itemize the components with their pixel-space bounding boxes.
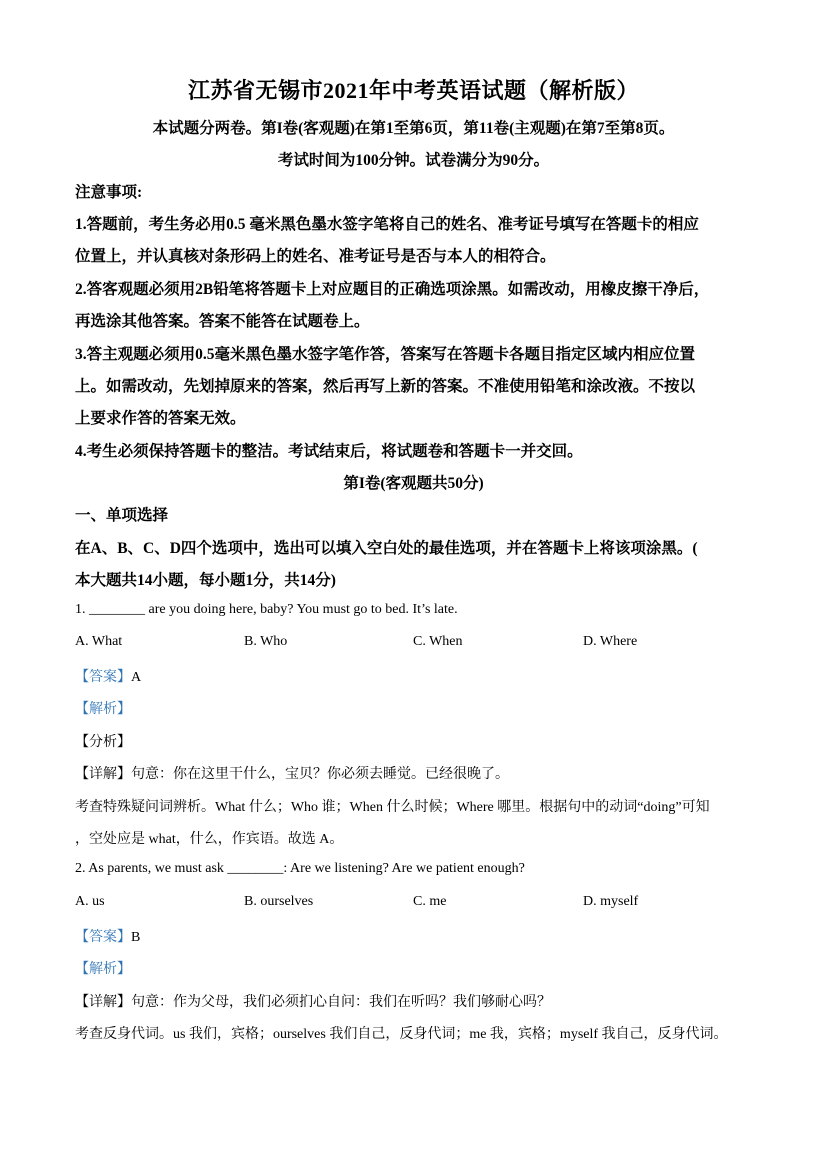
- question-2-option-a: A. us: [75, 894, 105, 909]
- question-1-answer: [75, 666, 141, 686]
- section-instructions: 在A、B、C、D四个选项中，选出可以填入空白处的最佳选项，并在答题卡上将该项涂黑。(: [75, 540, 698, 557]
- answer-label: 【答案】: [75, 670, 131, 685]
- question-2-analysis-label: 【解析】: [75, 962, 131, 977]
- question-2-option-d: D. myself: [583, 894, 639, 909]
- notice-line: 1.答题前，考生务必用0.5 毫米黑色墨水签字笔将自己的姓名、准考证号填写在答题卡的相应: [75, 216, 699, 233]
- notice-line: 3.答主观题必须用0.5毫米黑色墨水签字笔作答，答案写在答题卡各题目指定区域内相应位置: [75, 346, 696, 363]
- question-2-detail: 【详解】句意：作为父母，我们必须扪心自问：我们在听吗？我们够耐心吗？: [75, 995, 551, 1010]
- notice-line: 上要求作答的答案无效。: [75, 410, 246, 427]
- notice-line: 再选涂其他答案。答案不能答在试题卷上。: [75, 313, 370, 330]
- question-1-fenxi: 【分析】: [75, 735, 131, 750]
- question-2-stem: 2. As parents, we must ask ________: Are we listening? Are we patient enough?: [75, 861, 525, 876]
- answer-value: B: [131, 930, 141, 945]
- section-instructions: 本大题共14小题，每小题1分，共14分): [75, 572, 336, 589]
- question-1-explanation: ，空处应是 what，什么，作宾语。故选 A。: [75, 832, 344, 847]
- section-title: 一、单项选择: [75, 507, 169, 524]
- question-2-option-b: B. ourselves: [244, 894, 314, 909]
- question-1-option-a: A. What: [75, 634, 123, 649]
- question-2-explanation: 考查反身代词。us 我们，宾格；ourselves 我们自己，反身代词；me 我，宾格；myself 我自己，反身代词。: [75, 1027, 728, 1042]
- question-1-stem: 1. ________ are you doing here, baby? You must go to bed. It’s late.: [75, 602, 458, 617]
- question-1-analysis-label: 【解析】: [75, 702, 131, 717]
- intro-line-2: 考试时间为100分钟。试卷满分为90分。: [277, 152, 550, 169]
- question-1-explanation: 考查特殊疑问词辨析。What 什么；Who 谁；When 什么时候；Where 哪里。根据句中的动词“doing”可知: [75, 800, 710, 815]
- question-2-option-c: C. me: [413, 894, 447, 909]
- notice-line: 上。如需改动，先划掉原来的答案，然后再写上新的答案。不准使用铅笔和涂改液。不按以: [75, 378, 696, 395]
- answer-value: A: [131, 670, 142, 685]
- intro-line-1: 本试题分两卷。第I卷(客观题)在第1至第6页，第11卷(主观题)在第7至第8页。: [152, 120, 675, 137]
- answer-label: 【答案】: [75, 930, 131, 945]
- question-1-option-d: D. Where: [583, 634, 638, 649]
- notice-line: 位置上，并认真核对条形码上的姓名、准考证号是否与本人的相符合。: [75, 248, 556, 265]
- question-1-detail: 【详解】句意：你在这里干什么，宝贝？你必须去睡觉。已经很晚了。: [75, 767, 509, 782]
- question-2-answer: [75, 926, 140, 946]
- question-1-option-b: B. Who: [244, 634, 288, 649]
- notice-heading: 注意事项:: [75, 184, 143, 201]
- part1-heading: 第I卷(客观题共50分): [343, 475, 484, 492]
- question-1-option-c: C. When: [413, 634, 463, 649]
- notice-line: 4.考生必须保持答题卡的整洁。考试结束后，将试题卷和答题卡一并交回。: [75, 443, 583, 460]
- page-title: 江苏省无锡市2021年中考英语试题（解析版）: [187, 78, 639, 103]
- notice-line: 2.答客观题必须用2B铅笔将答题卡上对应题目的正确选项涂黑。如需改动，用橡皮擦干净后，: [75, 281, 710, 298]
